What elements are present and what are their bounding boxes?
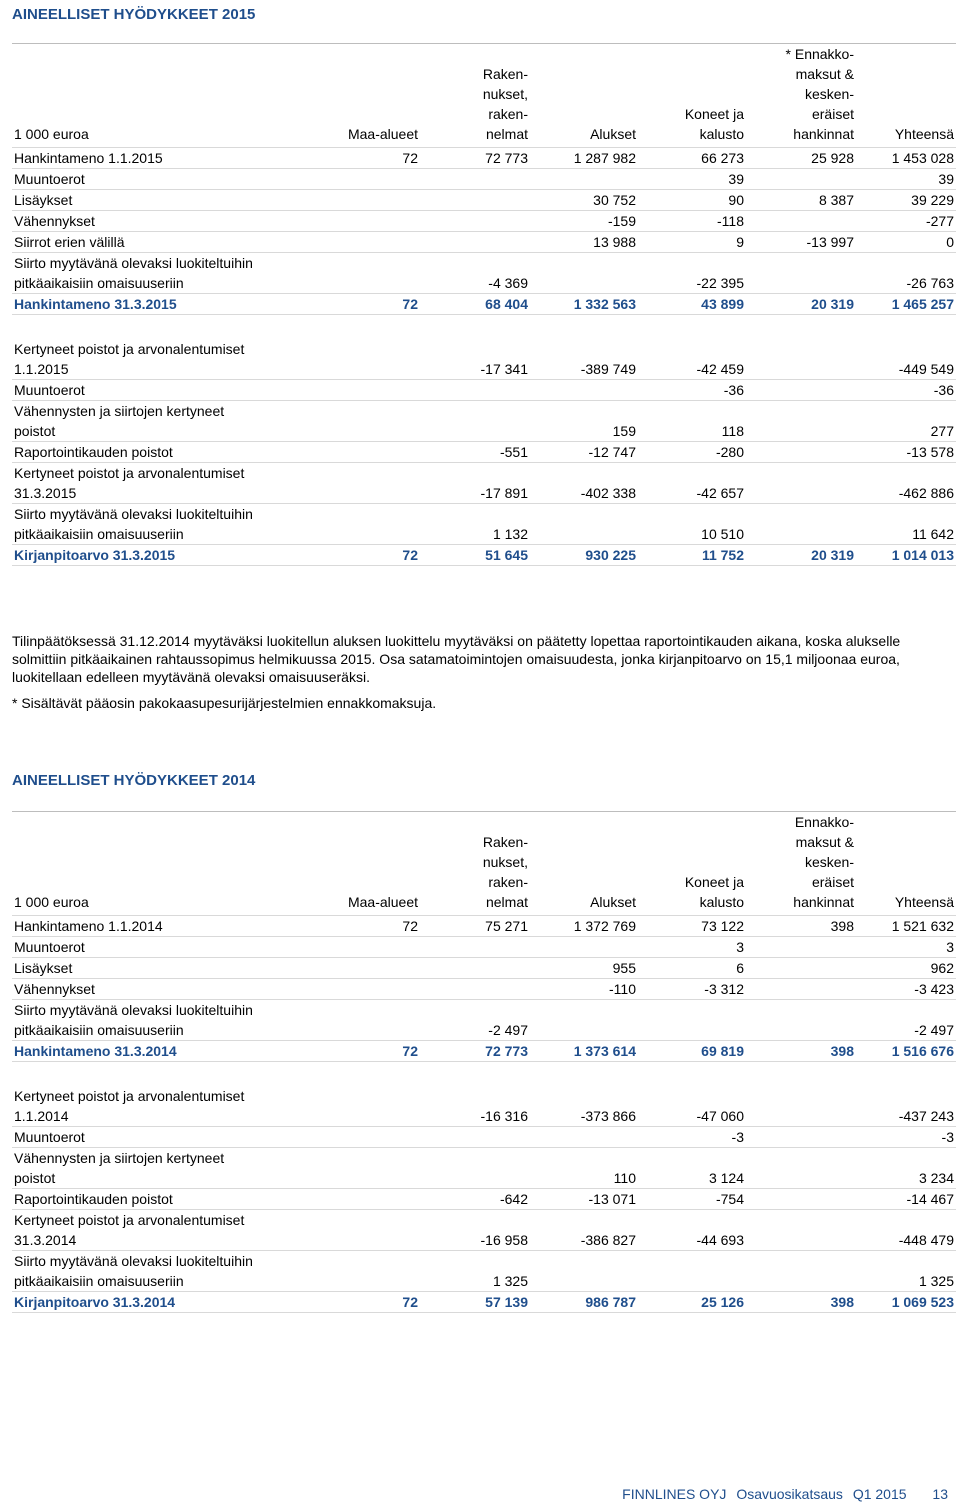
table-cell: 1 521 632 — [856, 916, 956, 937]
table-row — [12, 169, 956, 190]
table-cell: 1 453 028 — [856, 148, 956, 169]
table-cell: -13 071 — [530, 1189, 638, 1210]
table-cell: 72 — [322, 545, 420, 566]
row-label: Kirjanpitoarvo 31.3.2015 — [12, 545, 322, 566]
table-cell: -642 — [420, 1189, 530, 1210]
table-cell: -110 — [530, 979, 638, 1000]
row-label: Vähennykset — [12, 211, 322, 232]
footer-period: Q1 2015 — [852, 1486, 907, 1502]
table-cell — [322, 958, 420, 979]
table-cell: -16 958 — [420, 1210, 530, 1251]
table-cell — [420, 1148, 530, 1189]
table-cell — [322, 1127, 420, 1148]
table-cell — [530, 1251, 638, 1292]
table-cell — [322, 380, 420, 401]
table-cell: 930 225 — [530, 545, 638, 566]
table-cell: 3 124 — [638, 1148, 746, 1189]
table-cell: -12 747 — [530, 442, 638, 463]
table-cell — [322, 401, 420, 442]
table-row — [12, 545, 956, 566]
table-cell: -277 — [856, 211, 956, 232]
table-row — [12, 401, 956, 442]
table-cell — [420, 401, 530, 442]
table-cell: 11 642 — [856, 504, 956, 545]
table-cell — [638, 1251, 746, 1292]
table-cell: 986 787 — [530, 1292, 638, 1313]
table-cell: 72 — [322, 1041, 420, 1062]
table-row — [12, 1148, 956, 1189]
column-header: Koneet ja kalusto — [638, 44, 746, 148]
table-cell: 1 373 614 — [530, 1041, 638, 1062]
column-header: Yhteensä — [856, 812, 956, 916]
row-label: Hankintameno 31.3.2014 — [12, 1041, 322, 1062]
table-cell — [638, 1000, 746, 1041]
table-cell — [420, 380, 530, 401]
table-cell: 39 — [856, 169, 956, 190]
table-cell: 30 752 — [530, 190, 638, 211]
column-header: 1 000 euroa — [12, 812, 322, 916]
table-row — [12, 504, 956, 545]
footer-company: FINNLINES OYJ — [622, 1486, 727, 1502]
footer-report: Osavuosikatsaus — [736, 1486, 843, 1502]
column-header: Maa-alueet — [322, 44, 420, 148]
table-cell: 72 — [322, 148, 420, 169]
table-cell — [322, 442, 420, 463]
row-label: Siirto myytävänä olevaksi luokiteltuihin pitkäaikaisiin omaisuuseriin — [12, 1251, 322, 1292]
table-row — [12, 442, 956, 463]
row-label: Muuntoerot — [12, 380, 322, 401]
table-cell — [746, 1210, 856, 1251]
table-row — [12, 1189, 956, 1210]
row-label: Kertyneet poistot ja arvonalentumiset 1.1.2015 — [12, 339, 322, 380]
table-cell — [746, 1000, 856, 1041]
table-cell — [420, 979, 530, 1000]
table-row — [12, 916, 956, 937]
table-cell: 25 126 — [638, 1292, 746, 1313]
column-header: Raken- nukset, raken- nelmat — [420, 44, 530, 148]
table-cell — [530, 1000, 638, 1041]
table-cell: 25 928 — [746, 148, 856, 169]
table-cell — [420, 232, 530, 253]
section-title: AINEELLISET HYÖDYKKEET 2014 — [12, 772, 256, 789]
table-cell: -22 395 — [638, 253, 746, 294]
table-cell: 0 — [856, 232, 956, 253]
table-cell: -389 749 — [530, 339, 638, 380]
table-cell: 1 516 676 — [856, 1041, 956, 1062]
table-cell: -36 — [638, 380, 746, 401]
notes — [12, 632, 956, 712]
table-cell — [746, 504, 856, 545]
table-cell — [420, 211, 530, 232]
row-label: Siirto myytävänä olevaksi luokiteltuihin pitkäaikaisiin omaisuuseriin — [12, 253, 322, 294]
table-cell — [530, 253, 638, 294]
table-cell: -13 578 — [856, 442, 956, 463]
row-label: Vähennykset — [12, 979, 322, 1000]
row-label: Siirrot erien välillä — [12, 232, 322, 253]
table-cell: 69 819 — [638, 1041, 746, 1062]
table-row — [12, 1127, 956, 1148]
column-header: 1 000 euroa — [12, 44, 322, 148]
table-row — [12, 148, 956, 169]
table-cell: 72 — [322, 1292, 420, 1313]
table-cell — [322, 1086, 420, 1127]
table-cell: -118 — [638, 211, 746, 232]
table-cell: 57 139 — [420, 1292, 530, 1313]
table-cell — [322, 937, 420, 958]
table-cell: 72 773 — [420, 148, 530, 169]
table-cell — [746, 1148, 856, 1189]
table-cell: 39 — [638, 169, 746, 190]
table-cell: 51 645 — [420, 545, 530, 566]
table-cell: 1 465 257 — [856, 294, 956, 315]
row-label: Lisäykset — [12, 958, 322, 979]
table-cell — [746, 1251, 856, 1292]
table-cell — [746, 169, 856, 190]
table-row — [12, 315, 956, 340]
table-cell: 1 325 — [420, 1251, 530, 1292]
table-row — [12, 211, 956, 232]
table-row — [12, 190, 956, 211]
table-row — [12, 1210, 956, 1251]
table-cell: 398 — [746, 1041, 856, 1062]
row-label: Raportointikauden poistot — [12, 1189, 322, 1210]
table-cell: 20 319 — [746, 294, 856, 315]
table-cell — [420, 169, 530, 190]
table-cell — [322, 504, 420, 545]
row-label: Hankintameno 1.1.2014 — [12, 916, 322, 937]
table-cell — [746, 1189, 856, 1210]
table-cell: -386 827 — [530, 1210, 638, 1251]
column-header: Koneet ja kalusto — [638, 812, 746, 916]
table-cell: 68 404 — [420, 294, 530, 315]
table-cell: 1 132 — [420, 504, 530, 545]
table-cell: -437 243 — [856, 1086, 956, 1127]
table-cell — [322, 1251, 420, 1292]
table-cell: 1 069 523 — [856, 1292, 956, 1313]
row-label: Kertyneet poistot ja arvonalentumiset 1.1.2014 — [12, 1086, 322, 1127]
row-label: Kertyneet poistot ja arvonalentumiset 31.3.2015 — [12, 463, 322, 504]
row-label: Muuntoerot — [12, 169, 322, 190]
row-label: Lisäykset — [12, 190, 322, 211]
table-cell: -280 — [638, 442, 746, 463]
column-header: Alukset — [530, 812, 638, 916]
table-cell — [530, 1127, 638, 1148]
row-label: Kertyneet poistot ja arvonalentumiset 31.3.2014 — [12, 1210, 322, 1251]
table-cell — [530, 169, 638, 190]
table-cell: -3 312 — [638, 979, 746, 1000]
table-cell: 398 — [746, 916, 856, 937]
table-cell: 398 — [746, 1292, 856, 1313]
table-row — [12, 1086, 956, 1127]
table-cell: 1 287 982 — [530, 148, 638, 169]
table-cell — [746, 1127, 856, 1148]
table-cell — [746, 937, 856, 958]
table-cell: 955 — [530, 958, 638, 979]
row-label: Muuntoerot — [12, 1127, 322, 1148]
table-cell: -17 341 — [420, 339, 530, 380]
table-cell — [322, 339, 420, 380]
table-cell — [420, 1127, 530, 1148]
row-label: Kirjanpitoarvo 31.3.2014 — [12, 1292, 322, 1313]
table-cell: -402 338 — [530, 463, 638, 504]
page-footer — [616, 1486, 948, 1502]
table-row — [12, 1041, 956, 1062]
table-cell — [322, 463, 420, 504]
table-cell: -449 549 — [856, 339, 956, 380]
table-cell — [746, 958, 856, 979]
table-cell: 8 387 — [746, 190, 856, 211]
table-cell: -2 497 — [420, 1000, 530, 1041]
table-cell: -373 866 — [530, 1086, 638, 1127]
table-cell: -2 497 — [856, 1000, 956, 1041]
table-cell: 3 234 — [856, 1148, 956, 1189]
section-title: AINEELLISET HYÖDYKKEET 2015 — [12, 6, 256, 23]
table-2014 — [12, 812, 956, 1313]
row-label: Raportointikauden poistot — [12, 442, 322, 463]
page-number: 13 — [932, 1486, 948, 1502]
column-header: Yhteensä — [856, 44, 956, 148]
table-cell: -13 997 — [746, 232, 856, 253]
table-cell: -3 — [638, 1127, 746, 1148]
table-cell: 3 — [638, 937, 746, 958]
table-cell: -551 — [420, 442, 530, 463]
table-cell: 72 — [322, 916, 420, 937]
table-cell: 66 273 — [638, 148, 746, 169]
table-row — [12, 937, 956, 958]
table-cell — [530, 937, 638, 958]
table-cell — [530, 504, 638, 545]
table-cell — [746, 253, 856, 294]
table-cell: -17 891 — [420, 463, 530, 504]
table-cell — [420, 190, 530, 211]
table-cell: -42 459 — [638, 339, 746, 380]
section-2014 — [12, 772, 956, 1313]
table-cell: 1 332 563 — [530, 294, 638, 315]
table-cell — [322, 1148, 420, 1189]
table-cell: 1 014 013 — [856, 545, 956, 566]
table-cell: 73 122 — [638, 916, 746, 937]
column-header: Alukset — [530, 44, 638, 148]
table-cell: -462 886 — [856, 463, 956, 504]
table-cell — [746, 339, 856, 380]
table-cell — [322, 979, 420, 1000]
table-cell: 9 — [638, 232, 746, 253]
table-cell — [746, 442, 856, 463]
table-cell: -44 693 — [638, 1210, 746, 1251]
table-row — [12, 294, 956, 315]
table-cell: -14 467 — [856, 1189, 956, 1210]
table-cell: -159 — [530, 211, 638, 232]
table-row — [12, 1062, 956, 1087]
table-cell — [420, 937, 530, 958]
table-row — [12, 1251, 956, 1292]
table-cell: -26 763 — [856, 253, 956, 294]
table-cell: -47 060 — [638, 1086, 746, 1127]
table-row — [12, 232, 956, 253]
table-cell: 90 — [638, 190, 746, 211]
table-cell: -4 369 — [420, 253, 530, 294]
note-paragraph: Tilinpäätöksessä 31.12.2014 myytäväksi luokitellun aluksen luokittelu myytäväksi on päätetty lopettaa raportointikauden aikana, koska alukselle solmittiin pitkäaikainen rahtaussopimus helmikuussa 2015. Osa satamatoimintojen omaisuudesta, jonka kirjanpitoarvo on 15,1 miljoonaa euroa, luokitellaan edelleen myytävänä olevaksi omaisuuseräksi. — [12, 633, 901, 685]
table-cell: 39 229 — [856, 190, 956, 211]
table-cell: 159 — [530, 401, 638, 442]
table-cell — [322, 232, 420, 253]
table-row — [12, 1292, 956, 1313]
table-cell — [420, 958, 530, 979]
table-cell: -448 479 — [856, 1210, 956, 1251]
column-header: Ennakko- maksut & kesken- eräiset hankinnat — [746, 812, 856, 916]
table-cell — [746, 380, 856, 401]
table-row — [12, 380, 956, 401]
table-cell: 75 271 — [420, 916, 530, 937]
table-cell: 118 — [638, 401, 746, 442]
table-cell: 962 — [856, 958, 956, 979]
table-cell: 1 372 769 — [530, 916, 638, 937]
table-cell — [322, 211, 420, 232]
table-cell — [746, 979, 856, 1000]
table-cell: 10 510 — [638, 504, 746, 545]
table-cell — [322, 1189, 420, 1210]
table-cell: 277 — [856, 401, 956, 442]
table-cell: 72 — [322, 294, 420, 315]
table-cell: 43 899 — [638, 294, 746, 315]
table-cell — [322, 1210, 420, 1251]
row-label: Vähennysten ja siirtojen kertyneet poistot — [12, 1148, 322, 1189]
row-label: Siirto myytävänä olevaksi luokiteltuihin pitkäaikaisiin omaisuuseriin — [12, 504, 322, 545]
table-row — [12, 1000, 956, 1041]
column-header: Maa-alueet — [322, 812, 420, 916]
table-cell: -3 — [856, 1127, 956, 1148]
table-cell: 110 — [530, 1148, 638, 1189]
table-cell — [322, 1000, 420, 1041]
table-cell — [322, 253, 420, 294]
table-cell: -3 423 — [856, 979, 956, 1000]
row-label: Vähennysten ja siirtojen kertyneet poistot — [12, 401, 322, 442]
table-cell — [746, 1086, 856, 1127]
table-cell — [322, 190, 420, 211]
table-cell: 72 773 — [420, 1041, 530, 1062]
table-cell: -42 657 — [638, 463, 746, 504]
table-cell — [322, 169, 420, 190]
table-row — [12, 958, 956, 979]
table-cell: 6 — [638, 958, 746, 979]
column-header: Raken- nukset, raken- nelmat — [420, 812, 530, 916]
table-cell: 11 752 — [638, 545, 746, 566]
row-label: Hankintameno 1.1.2015 — [12, 148, 322, 169]
table-row — [12, 979, 956, 1000]
table-cell — [746, 463, 856, 504]
table-cell: -754 — [638, 1189, 746, 1210]
section-2015 — [12, 6, 956, 566]
table-row — [12, 463, 956, 504]
table-cell: 13 988 — [530, 232, 638, 253]
row-label: Hankintameno 31.3.2015 — [12, 294, 322, 315]
table-cell — [746, 211, 856, 232]
table-2015 — [12, 44, 956, 566]
footnote: * Sisältävät pääosin pakokaasupesurijärjestelmien ennakkomaksuja. — [12, 695, 437, 711]
table-cell — [530, 380, 638, 401]
row-label: Siirto myytävänä olevaksi luokiteltuihin pitkäaikaisiin omaisuuseriin — [12, 1000, 322, 1041]
table-row — [12, 339, 956, 380]
row-label: Muuntoerot — [12, 937, 322, 958]
table-cell: 3 — [856, 937, 956, 958]
table-cell — [746, 401, 856, 442]
column-header: * Ennakko- maksut & kesken- eräiset hankinnat — [746, 44, 856, 148]
table-cell: 20 319 — [746, 545, 856, 566]
table-cell: 1 325 — [856, 1251, 956, 1292]
table-cell: -36 — [856, 380, 956, 401]
table-cell: -16 316 — [420, 1086, 530, 1127]
table-row — [12, 253, 956, 294]
